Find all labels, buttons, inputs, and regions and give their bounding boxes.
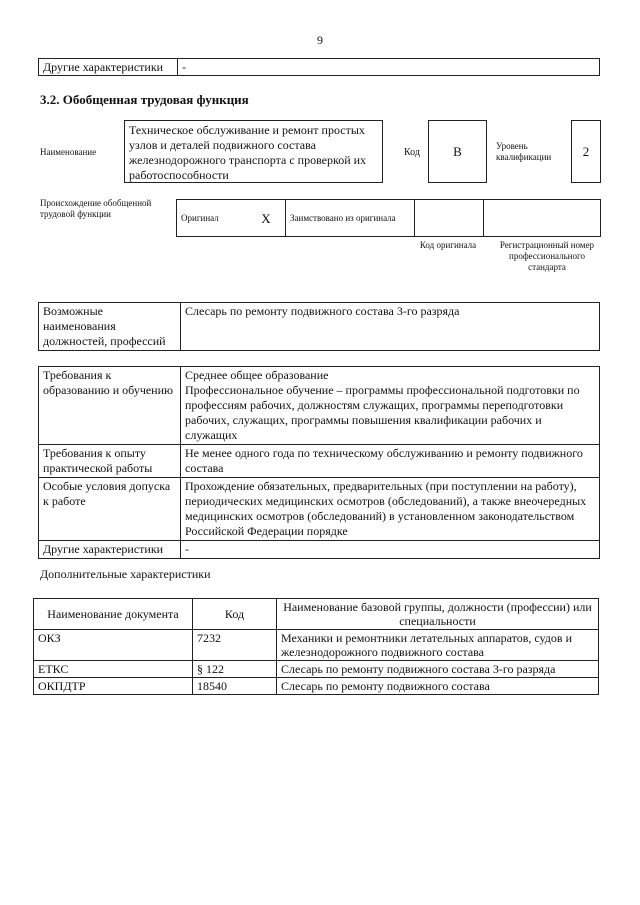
table-header-row [34,599,599,630]
registration-number-cell [484,200,601,237]
original-mark: Х [247,200,286,237]
origin-table [176,199,601,237]
code-cell: 7232 [193,630,277,661]
additional-characteristics-title: Дополнительные характеристики [40,567,211,581]
table-row [39,541,600,559]
borrowed-label: Заимствовано из оригинала [286,200,415,237]
table-row [34,630,599,661]
other-characteristics-top-table [38,58,600,76]
education-requirements-value [181,367,600,445]
other-characteristics-value: - [181,541,600,559]
document-cell: ОКПДТР [34,678,193,695]
header-document-name: Наименование документа [34,599,193,630]
code-box: В [428,120,487,183]
other-characteristics-value: - [178,59,600,76]
table-row [34,678,599,695]
education-requirements-label: Требования к образованию и обучению [39,367,181,445]
document-cell: ОКЗ [34,630,193,661]
requirements-table [38,366,600,559]
header-code: Код [193,599,277,630]
education-line: Профессиональное обучение – программы профессиональной подготовки по профессиям рабочих, должностям служащих, программы переподготовки рабочих, служащих, программы повышения квалификации рабочих и служащих [185,383,580,442]
code-label: Код [404,147,420,158]
positions-label: Возможные наименования должностей, профессий [39,303,181,351]
name-label: Наименование [40,147,97,157]
group-name-cell: Слесарь по ремонту подвижного состава 3-го разряда [277,661,599,678]
qualification-level-box: 2 [571,120,601,183]
group-name-cell: Механики и ремонтники летательных аппаратов, судов и железнодорожного подвижного состава [277,630,599,661]
registration-number-caption: Регистрационный номер профессионального стандарта [499,240,595,272]
group-name-cell: Слесарь по ремонту подвижного состава [277,678,599,695]
experience-requirements-label: Требования к опыту практической работы [39,445,181,478]
original-code-caption: Код оригинала [419,240,477,250]
table-row [39,367,600,445]
experience-requirements-value: Не менее одного года по техническому обслуживанию и ремонту подвижного состава [181,445,600,478]
original-label: Оригинал [177,200,248,237]
education-line: Среднее общее образование [185,368,329,382]
page-number: 9 [317,33,323,47]
other-characteristics-label: Другие характеристики [39,541,181,559]
qualification-level-label: Уровень квалификации [496,141,552,162]
table-row [34,661,599,678]
table-row [39,445,600,478]
code-cell: 18540 [193,678,277,695]
function-name-box: Техническое обслуживание и ремонт простых узлов и деталей подвижного состава железнодорожного транспорта с проверкой их работоспособности [124,120,383,183]
table-row [39,478,600,541]
positions-table [38,302,600,351]
document-cell: ЕТКС [34,661,193,678]
section-title: 3.2. Обобщенная трудовая функция [40,92,249,107]
admission-conditions-value: Прохождение обязательных, предварительных (при поступлении на работу), периодических медицинских осмотров (обследований), а также внеочередных медицинских осмотров (обследований) в установленном законодательством Российской Федерации порядке [181,478,600,541]
origin-label: Происхождение обобщенной трудовой функции [40,198,152,219]
positions-value: Слесарь по ремонту подвижного состава 3-го разряда [181,303,600,351]
original-code-cell [415,200,484,237]
code-cell: § 122 [193,661,277,678]
admission-conditions-label: Особые условия допуска к работе [39,478,181,541]
additional-characteristics-table [33,598,599,695]
other-characteristics-label: Другие характеристики [39,59,178,76]
header-group-name: Наименование базовой группы, должности (профессии) или специальности [277,599,599,630]
